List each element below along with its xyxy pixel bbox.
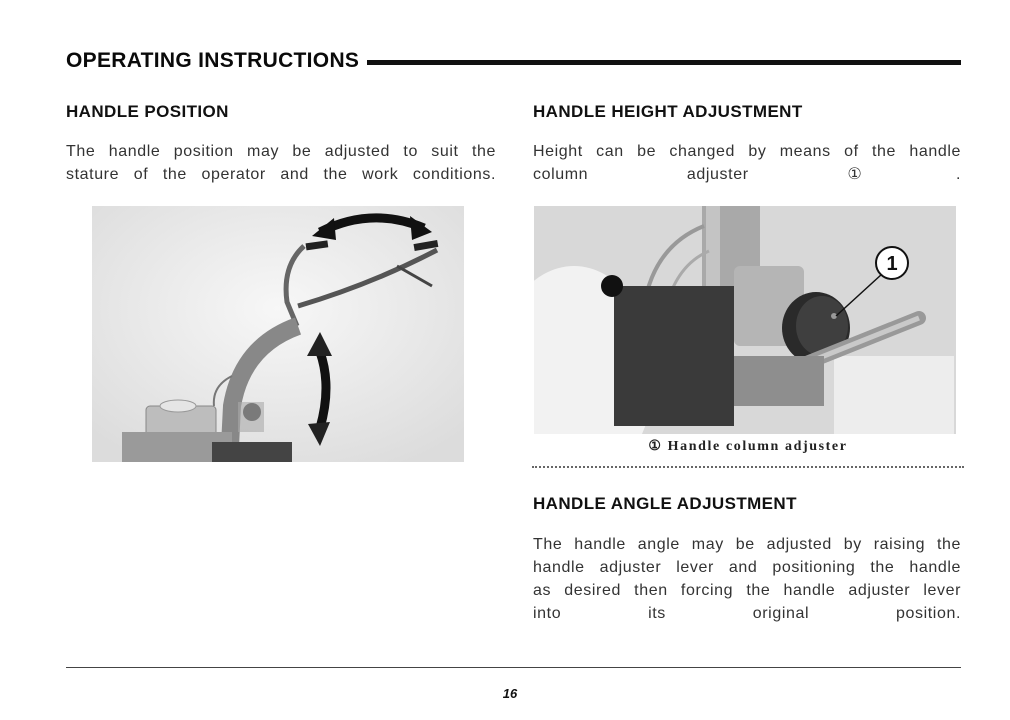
page-header [66,44,961,78]
text-line: The handle angle may be adjusted by raising the [533,536,961,553]
text-line: Height can be changed by means of the handle [533,143,961,160]
page-number: 16 [502,686,518,701]
handle-height-heading: HANDLE HEIGHT ADJUSTMENT [533,102,803,121]
text-line: handle adjuster lever and positioning the handle [533,559,961,576]
handle-height-text [533,140,961,186]
handle-position-heading: HANDLE POSITION [66,102,229,121]
handle-angle-heading: HANDLE ANGLE ADJUSTMENT [533,494,797,513]
handle-column-adjuster-photo [534,206,956,434]
caption-dotted-rule [532,466,964,468]
text-line: column adjuster ①. [533,166,961,183]
page-title: OPERATING INSTRUCTIONS [66,49,360,72]
footer-rule [66,667,961,668]
text-line: The handle position may be adjusted to suit the [66,143,496,160]
photo-caption: ① Handle column adjuster [648,439,848,454]
handle-angle-text [533,533,961,625]
title-rule [367,60,961,65]
callout-number: 1 [886,253,898,275]
handle-position-photo [92,206,464,462]
text-line: into its original position. [533,605,961,622]
handle-position-text [66,140,496,186]
text-line: as desired then forcing the handle adjuster lever [533,582,961,599]
text-line: stature of the operator and the work conditions. [66,166,496,183]
